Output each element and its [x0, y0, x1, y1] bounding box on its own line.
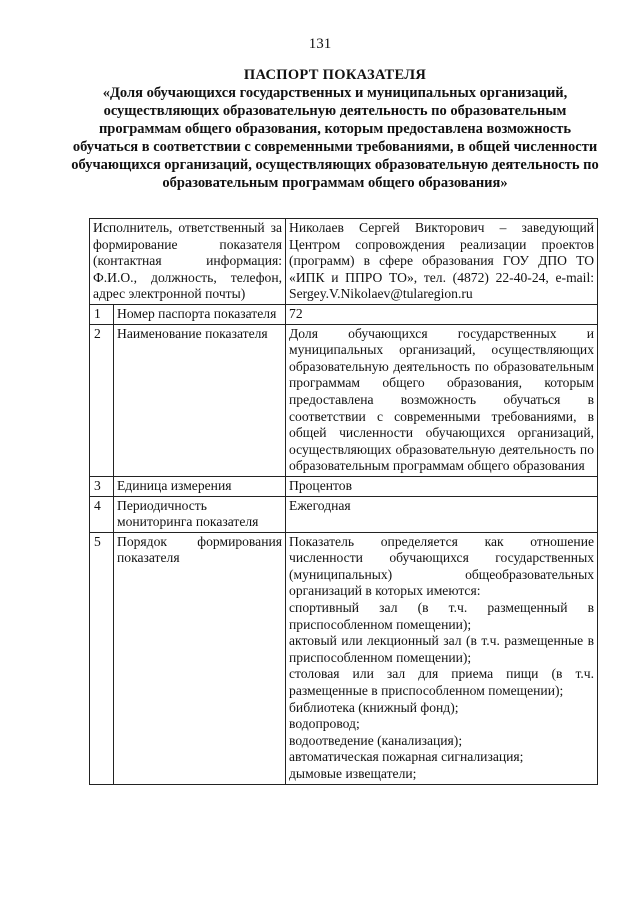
- table-row: [90, 476, 598, 496]
- method-line: автоматическая пожарная сигнализация;: [289, 749, 524, 765]
- row-value: Доля обучающихся государственных и муниципальных организаций, осуществляющих образовательную деятельность по образовательным программам общего образования, которым предоставлена возможность обучаться в соответствии с современными требованиями, в общей численности обучающихся организаций, осуществляющих образовательную деятельность по образовательным программам общего образования: [286, 324, 598, 476]
- document-title: [70, 66, 600, 192]
- row-number: 5: [90, 532, 114, 784]
- executor-label: Исполнитель, ответственный за формирование показателя (контактная информация: Ф.И.О., должность, телефон, адрес электронной почты): [90, 219, 286, 305]
- table-row: [90, 496, 598, 532]
- row-label: Периодичность мониторинга показателя: [114, 496, 286, 532]
- row-label: Номер паспорта показателя: [114, 304, 286, 324]
- row-number: 2: [90, 324, 114, 476]
- page-number: 131: [308, 36, 332, 52]
- method-line: актовый или лекционный зал (в т.ч. размещенные в приспособленном помещении);: [289, 633, 595, 665]
- method-line: водоотведение (канализация);: [289, 732, 463, 748]
- executor-value: Николаев Сергей Викторович – заведующий Центром сопровождения реализации проектов (программ) в сфере образования ГОУ ДПО ТО «ИПК и ППРО ТО», тел. (4872) 22-40-24, e-mail: Sergey.V.Nikolaev@tularegion.ru: [286, 219, 598, 305]
- table-row: [90, 532, 598, 784]
- row-number: 1: [90, 304, 114, 324]
- title-subtitle: «Доля обучающихся государственных и муниципальных организаций, осуществляющих образовательную деятельность по образовательным программам общего образования, которым предоставлена возможность обучаться в соответствии с современными требованиями, в общей численности обучающихся организаций, осуществляющих образовательную деятельность по образовательным программам общего образования»: [71, 85, 599, 191]
- table-row-executor: [90, 219, 598, 305]
- row-value: [286, 532, 598, 784]
- row-label: Наименование показателя: [114, 324, 286, 476]
- title-heading: ПАСПОРТ ПОКАЗАТЕЛЯ: [243, 67, 427, 83]
- row-value: Ежегодная: [286, 496, 598, 532]
- row-number: 4: [90, 496, 114, 532]
- method-line: спортивный зал (в т.ч. размещенный в приспособленном помещении);: [289, 600, 595, 632]
- row-label: Порядок формирования показателя: [114, 532, 286, 784]
- method-line: водопровод;: [289, 716, 360, 732]
- passport-table: [89, 218, 598, 785]
- method-line: дымовые извещатели;: [289, 766, 417, 781]
- table-row: [90, 324, 598, 476]
- row-label: Единица измерения: [114, 476, 286, 496]
- method-line: Показатель определяется как отношение численности обучающихся государственных (муниципальных) общеобразовательных организаций в которых имеются:: [289, 533, 595, 599]
- method-line: библиотека (книжный фонд);: [289, 699, 459, 715]
- table-row: [90, 304, 598, 324]
- row-value: Процентов: [286, 476, 598, 496]
- row-number: 3: [90, 476, 114, 496]
- row-value: 72: [286, 304, 598, 324]
- method-line: столовая или зал для приема пищи (в т.ч. размещенные в приспособленном помещении);: [289, 666, 595, 699]
